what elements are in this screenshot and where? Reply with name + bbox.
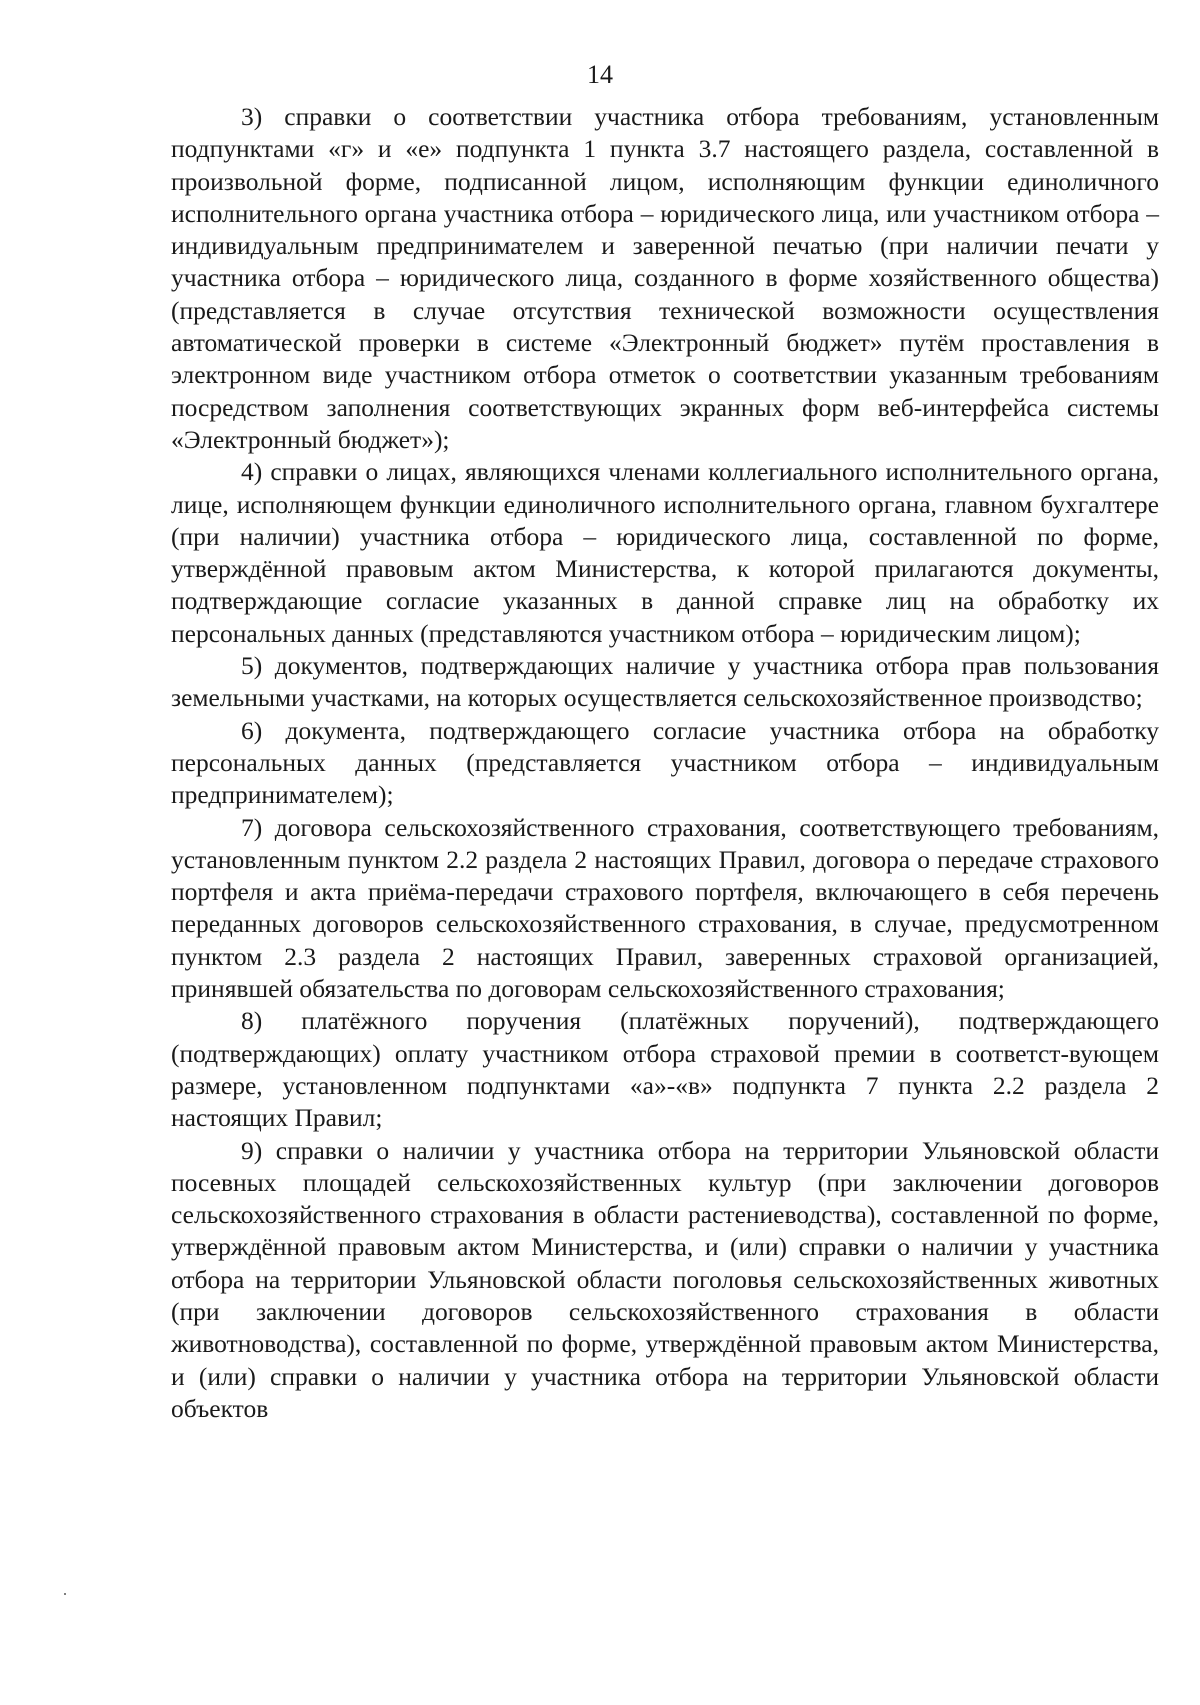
page-number: 14 xyxy=(587,60,613,89)
document-body xyxy=(171,101,1159,1425)
paragraph-item-7: 7) договора сельскохозяйственного страхования, соответствующего требованиям, установленным пунктом 2.2 раздела 2 настоящих Правил, договора о передаче страхового портфеля и акта приёма-передачи страхового портфеля, включающего в себя перечень переданных договоров сельскохозяйственного страхования, в случае, предусмотренном пунктом 2.3 раздела 2 настоящих Правил, заверенных страховой организацией, принявшей обязательства по договорам сельскохозяйственного страхования; xyxy=(171,812,1159,1004)
paragraph-item-6: 6) документа, подтверждающего согласие участника отбора на обработку персональных данных (представляется участником отбора – индивидуальным предпринимателем); xyxy=(171,715,1159,810)
paragraph-item-5: 5) документов, подтверждающих наличие у участника отбора прав пользования земельными участками, на которых осуществляется сельскохозяйственное производство; xyxy=(171,651,1159,713)
paragraph-item-8: 8) платёжного поручения (платёжных поручений), подтверждающего (подтверждающих) оплату участником отбора страховой премии в соответст-вующем размере, установленном подпунктами «а»-«в» подпункта 7 пункта 2.2 раздела 2 настоящих Правил; xyxy=(171,1006,1159,1133)
paragraph-item-9: 9) справки о наличии у участника отбора на территории Ульяновской области посевных площадей сельскохозяйственных культур (при заключении договоров сельскохозяйственного страхования в области растениеводства), составленной по форме, утверждённой правовым актом Министерства, и (или) справки о наличии у участника отбора на территории Ульяновской области поголовья сельскохозяйственных животных (при заключении договоров сельскохозяйственного страхования в области животноводства), составленной по форме, утверждённой правовым актом Министерства, и (или) справки о наличии у участника отбора на территории Ульяновской области объектов xyxy=(171,1135,1159,1423)
scan-speck xyxy=(64,1593,66,1595)
paragraph-item-3: 3) справки о соответствии участника отбора требованиям, установленным подпунктами «г» и «е» подпункта 1 пункта 3.7 настоящего раздела, составленной в произвольной форме, подписанной лицом, исполняющим функции единоличного исполнительного органа участника отбора – юридического лица, или участником отбора – индивидуальным предпринимателем и заверенной печатью (при наличии печати у участника отбора – юридического лица, созданного в форме хозяйственного общества) (представляется в случае отсутствия технической возможности осуществления автоматической проверки в системе «Электронный бюджет» путём проставления в электронном виде участником отбора отметок о соответствии указанным требованиям посредством заполнения соответствующих экранных форм веб-интерфейса системы «Электронный бюджет»); xyxy=(171,102,1159,454)
paragraph-item-4: 4) справки о лицах, являющихся членами коллегиального исполнительного органа, лице, исполняющем функции единоличного исполнительного органа, главном бухгалтере (при наличии) участника отбора – юридического лица, составленной по форме, утверждённой правовым актом Министерства, к которой прилагаются документы, подтверждающие согласие указанных в данной справке лиц на обработку их персональных данных (представляются участником отбора – юридическим лицом); xyxy=(171,457,1159,648)
